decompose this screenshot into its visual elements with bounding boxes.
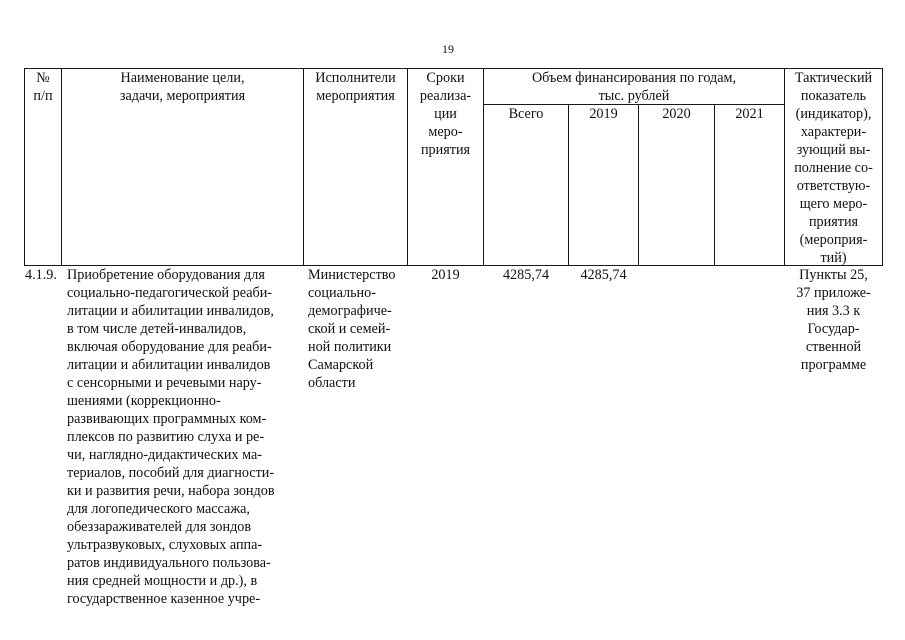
row-2019: 4285,74: [580, 267, 627, 283]
row-indicator: [785, 266, 882, 374]
header-2019: 2019: [589, 106, 618, 122]
row-name-line: в том числе детей-инвалидов,: [67, 321, 247, 337]
row-name-line: для логопедического массажа,: [67, 501, 250, 517]
row-indicator-line: ственной: [805, 339, 862, 355]
row-name-line: с сенсорными и речевыми нару-: [67, 375, 262, 391]
row-indicator-line: 37 приложе-: [796, 285, 871, 301]
header-executors: [304, 69, 407, 105]
row-name-line: литации и абилитации инвалидов,: [67, 303, 274, 319]
row-indicator-line: Государ-: [807, 321, 860, 337]
header-indicator-line: (индикатор),: [795, 106, 872, 122]
row-indicator-line: ния 3.3 к: [806, 303, 861, 319]
header-terms-line: Сроки: [426, 70, 465, 86]
header-indicator-line: характери-: [800, 124, 867, 140]
row-exec-line: области: [308, 375, 356, 391]
header-indicator-line: приятия: [808, 214, 859, 230]
header-indicator: [785, 69, 882, 267]
header-indicator-line: полнение со-: [794, 160, 873, 176]
header-indicator-line: Тактический: [794, 70, 873, 86]
header-total: Всего: [508, 106, 544, 122]
header-no: [25, 69, 61, 105]
row-name-line: ратов индивидуального пользова-: [67, 555, 271, 571]
col-border-5: [568, 104, 569, 266]
row-exec-line: ной политики: [308, 339, 392, 355]
header-name-line: задачи, мероприятия: [119, 88, 246, 104]
row-name-line: государственное казенное учре-: [67, 591, 261, 607]
row-total: 4285,74: [502, 267, 550, 283]
col-border-6: [638, 104, 639, 266]
header-funding: [484, 69, 784, 105]
row-name-line: литации и абилитации инвалидов: [67, 357, 271, 373]
row-name-line: Приобретение оборудования для: [67, 267, 265, 283]
header-indicator-line: щего меро-: [799, 196, 868, 212]
row-indicator-line: Пункты 25,: [799, 267, 868, 283]
header-indicator-line: показатель: [800, 88, 867, 104]
row-name-line: териалов, пособий для диагности-: [67, 465, 275, 481]
row-exec-line: ской и семей-: [308, 321, 391, 337]
row-name-line: плексов по развитию слуха и ре-: [67, 429, 265, 445]
row-exec-line: Самарской: [308, 357, 374, 373]
row-name-line: ки и развития речи, набора зондов: [67, 483, 275, 499]
row-name-line: шениями (коррекционно-: [67, 393, 221, 409]
row-name-line: социально-педагогической реаби-: [67, 285, 273, 301]
header-exec-line: мероприятия: [316, 88, 395, 104]
row-term: 2019: [431, 267, 460, 283]
header-funding-line: Объем финансирования по годам,: [531, 70, 737, 86]
row-executors: [308, 266, 407, 392]
header-funding-line: тыс. рублей: [598, 88, 670, 104]
header-2020: 2020: [662, 106, 691, 122]
header-indicator-line: ответствую-: [796, 178, 871, 194]
header-indicator-line: тий): [820, 250, 847, 266]
row-name-line: обеззараживателей для зондов: [67, 519, 252, 535]
row-number: 4.1.9.: [25, 267, 57, 283]
header-name-line: Наименование цели,: [120, 70, 245, 86]
header-terms-line: реализа-: [419, 88, 472, 104]
header-terms-line: приятия: [420, 142, 471, 158]
header-no-line: №: [36, 70, 50, 86]
row-name-line: чи, наглядно-дидактических ма-: [67, 447, 262, 463]
row-name-line: ния средней мощности и др.), в: [67, 573, 258, 589]
row-name-line: развивающих программных ком-: [67, 411, 267, 427]
header-terms-line: ции: [434, 106, 457, 122]
row-indicator-line: программе: [800, 357, 867, 373]
row-exec-line: социально-: [308, 285, 376, 301]
col-border-7: [714, 104, 715, 266]
row-exec-line: демографиче-: [308, 303, 392, 319]
row-exec-line: Министерство: [308, 267, 396, 283]
header-terms: [408, 69, 483, 159]
col-border-9: [882, 68, 883, 266]
row-name-line: ультразвуковых, слуховых аппа-: [67, 537, 263, 553]
header-name: [62, 69, 303, 105]
row-name-line: включая оборудование для реаби-: [67, 339, 272, 355]
page-number: 19: [442, 42, 454, 56]
header-indicator-line: (мероприя-: [799, 232, 868, 248]
header-no-line: п/п: [33, 88, 53, 104]
header-indicator-line: зующий вы-: [796, 142, 871, 158]
header-exec-line: Исполнители: [315, 70, 396, 86]
row-name: [67, 266, 303, 608]
header-terms-line: меро-: [428, 124, 463, 140]
header-2021: 2021: [735, 106, 764, 122]
